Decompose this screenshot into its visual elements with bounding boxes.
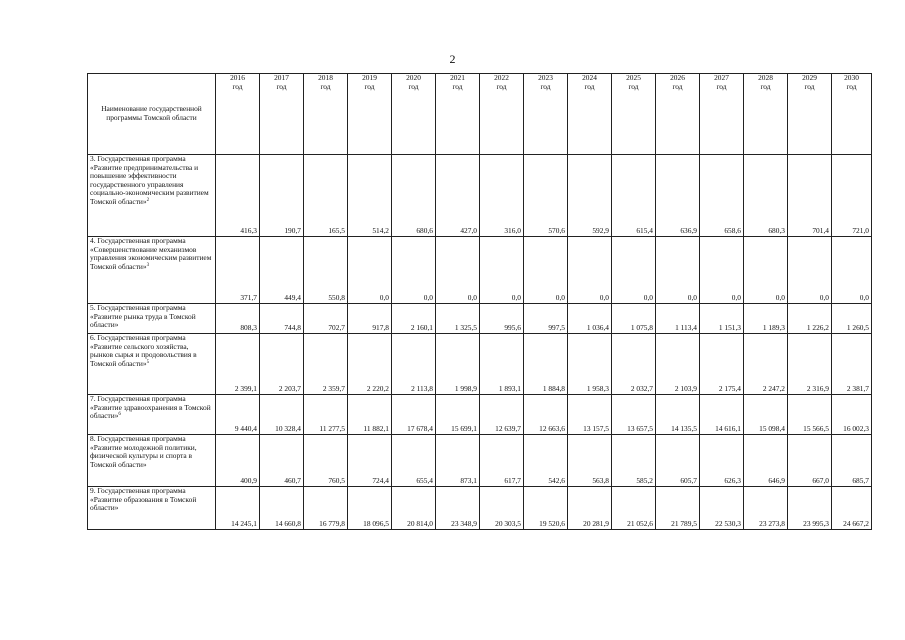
- year-suffix: год: [540, 81, 551, 91]
- page-number: 2: [449, 52, 456, 66]
- program-name: 8. Государственная программа «Развитие молодежной политики, физической культуры и спорта в Томской области»: [90, 434, 197, 469]
- program-name-cell: [88, 237, 216, 304]
- value-cell-2019: 724,4: [348, 435, 392, 487]
- year-label: 2025: [626, 73, 641, 82]
- year-label: 2020: [406, 73, 421, 82]
- value-cell-2029: 667,0: [788, 435, 832, 487]
- value-cell-2024: 20 281,9: [568, 487, 612, 530]
- value-cell-2025: 615,4: [612, 155, 656, 237]
- value-cell-2024: 1 036,4: [568, 304, 612, 334]
- table-body: [88, 155, 872, 530]
- value-cell-2027: 658,6: [700, 155, 744, 237]
- value-cell-2023: 542,6: [524, 435, 568, 487]
- value-cell-2027: 626,3: [700, 435, 744, 487]
- table-row: [88, 304, 872, 334]
- program-name-cell: [88, 334, 216, 395]
- value-cell-2028: 2 247,2: [744, 334, 788, 395]
- table-header-row: [88, 74, 872, 155]
- year-header-2030: [832, 74, 872, 155]
- year-header-2025: [612, 74, 656, 155]
- year-label: 2030: [844, 73, 859, 82]
- year-suffix: год: [496, 81, 507, 91]
- value-cell-2027: 0,0: [700, 237, 744, 304]
- year-header-2016: [216, 74, 260, 155]
- year-header-2029: [788, 74, 832, 155]
- value-cell-2019: 18 096,5: [348, 487, 392, 530]
- value-cell-2021: 1 325,5: [436, 304, 480, 334]
- table-row: [88, 237, 872, 304]
- year-suffix: год: [584, 81, 595, 91]
- value-cell-2026: 636,9: [656, 155, 700, 237]
- value-cell-2029: 701,4: [788, 155, 832, 237]
- value-cell-2017: 14 660,8: [260, 487, 304, 530]
- value-cell-2029: 15 566,5: [788, 395, 832, 435]
- program-name-cell: [88, 304, 216, 334]
- year-label: 2026: [670, 73, 685, 82]
- value-cell-2022: 316,0: [480, 155, 524, 237]
- footnote-mark: 3: [146, 262, 150, 268]
- value-cell-2030: 685,7: [832, 435, 872, 487]
- value-cell-2021: 23 348,9: [436, 487, 480, 530]
- value-cell-2026: 2 103,9: [656, 334, 700, 395]
- value-cell-2026: 21 789,5: [656, 487, 700, 530]
- table-row: [88, 487, 872, 530]
- program-name-cell: [88, 395, 216, 435]
- value-cell-2016: 371,7: [216, 237, 260, 304]
- value-cell-2021: 0,0: [436, 237, 480, 304]
- value-cell-2021: 873,1: [436, 435, 480, 487]
- value-cell-2025: 585,2: [612, 435, 656, 487]
- value-cell-2022: 12 639,7: [480, 395, 524, 435]
- programs-table: [87, 73, 872, 530]
- value-cell-2030: 2 381,7: [832, 334, 872, 395]
- value-cell-2030: 721,0: [832, 155, 872, 237]
- value-cell-2025: 2 032,7: [612, 334, 656, 395]
- value-cell-2018: 16 779,8: [304, 487, 348, 530]
- year-label: 2023: [538, 73, 553, 82]
- value-cell-2029: 1 226,2: [788, 304, 832, 334]
- value-cell-2029: 23 995,3: [788, 487, 832, 530]
- year-label: 2022: [494, 73, 509, 82]
- footnote-mark: 6: [118, 412, 121, 418]
- value-cell-2024: 0,0: [568, 237, 612, 304]
- value-cell-2030: 1 260,5: [832, 304, 872, 334]
- table-row: [88, 155, 872, 237]
- program-name-cell: [88, 487, 216, 530]
- year-suffix: год: [716, 81, 727, 91]
- value-cell-2017: 10 328,4: [260, 395, 304, 435]
- year-suffix: год: [408, 81, 419, 91]
- value-cell-2028: 646,9: [744, 435, 788, 487]
- value-cell-2020: 20 814,0: [392, 487, 436, 530]
- value-cell-2018: 760,5: [304, 435, 348, 487]
- year-header-2026: [656, 74, 700, 155]
- year-header-2021: [436, 74, 480, 155]
- value-cell-2025: 13 657,5: [612, 395, 656, 435]
- value-cell-2018: 702,7: [304, 304, 348, 334]
- value-cell-2020: 2 160,1: [392, 304, 436, 334]
- program-name-cell: [88, 155, 216, 237]
- value-cell-2018: 2 359,7: [304, 334, 348, 395]
- value-cell-2028: 1 189,3: [744, 304, 788, 334]
- value-cell-2024: 13 157,5: [568, 395, 612, 435]
- value-cell-2023: 12 663,6: [524, 395, 568, 435]
- value-cell-2019: 0,0: [348, 237, 392, 304]
- value-cell-2017: 2 203,7: [260, 334, 304, 395]
- value-cell-2019: 11 882,1: [348, 395, 392, 435]
- value-cell-2024: 592,9: [568, 155, 612, 237]
- value-cell-2030: 16 002,3: [832, 395, 872, 435]
- value-cell-2027: 1 151,3: [700, 304, 744, 334]
- table-row: [88, 395, 872, 435]
- program-name: 9. Государственная программа «Развитие образования в Томской области»: [90, 486, 197, 513]
- value-cell-2019: 514,2: [348, 155, 392, 237]
- year-label: 2027: [714, 73, 729, 82]
- program-name-cell: [88, 435, 216, 487]
- value-cell-2023: 1 884,8: [524, 334, 568, 395]
- value-cell-2024: 563,8: [568, 435, 612, 487]
- value-cell-2019: 2 220,2: [348, 334, 392, 395]
- year-label: 2029: [802, 73, 817, 82]
- year-header-2017: [260, 74, 304, 155]
- year-header-2024: [568, 74, 612, 155]
- value-cell-2023: 19 520,6: [524, 487, 568, 530]
- year-label: 2018: [318, 73, 333, 82]
- value-cell-2016: 9 440,4: [216, 395, 260, 435]
- year-header-2019: [348, 74, 392, 155]
- value-cell-2019: 917,8: [348, 304, 392, 334]
- value-cell-2017: 190,7: [260, 155, 304, 237]
- value-cell-2030: 0,0: [832, 237, 872, 304]
- year-header-2028: [744, 74, 788, 155]
- year-header-2023: [524, 74, 568, 155]
- value-cell-2022: 617,7: [480, 435, 524, 487]
- year-header-2022: [480, 74, 524, 155]
- footnote-mark: 2: [146, 197, 150, 203]
- value-cell-2018: 165,5: [304, 155, 348, 237]
- value-cell-2022: 1 893,1: [480, 334, 524, 395]
- value-cell-2024: 1 958,3: [568, 334, 612, 395]
- year-suffix: год: [628, 81, 639, 91]
- year-suffix: год: [672, 81, 683, 91]
- year-suffix: год: [320, 81, 331, 91]
- year-suffix: год: [364, 81, 375, 91]
- value-cell-2017: 460,7: [260, 435, 304, 487]
- value-cell-2016: 416,3: [216, 155, 260, 237]
- value-cell-2016: 2 399,1: [216, 334, 260, 395]
- value-cell-2028: 680,3: [744, 155, 788, 237]
- value-cell-2029: 0,0: [788, 237, 832, 304]
- value-cell-2023: 0,0: [524, 237, 568, 304]
- value-cell-2018: 11 277,5: [304, 395, 348, 435]
- value-cell-2018: 550,8: [304, 237, 348, 304]
- program-name: 6. Государственная программа «Развитие сельского хозяйства, рынков сырья и продовольствия в Томской области»: [90, 333, 197, 368]
- table-row: [88, 334, 872, 395]
- value-cell-2025: 0,0: [612, 237, 656, 304]
- value-cell-2022: 0,0: [480, 237, 524, 304]
- program-name: 7. Государственная программа «Развитие здравоохранения в Томской области»: [90, 394, 211, 421]
- value-cell-2026: 1 113,4: [656, 304, 700, 334]
- program-name: 4. Государственная программа «Совершенствование механизмов управления экономическим развитием Томской области»: [90, 236, 212, 271]
- value-cell-2030: 24 667,2: [832, 487, 872, 530]
- program-name: 5. Государственная программа «Развитие рынка труда в Томской области»: [90, 303, 196, 330]
- year-suffix: год: [760, 81, 771, 91]
- value-cell-2016: 808,3: [216, 304, 260, 334]
- year-suffix: год: [452, 81, 463, 91]
- year-label: 2017: [274, 73, 289, 82]
- value-cell-2029: 2 316,9: [788, 334, 832, 395]
- value-cell-2020: 2 113,8: [392, 334, 436, 395]
- value-cell-2016: 400,9: [216, 435, 260, 487]
- year-header-2018: [304, 74, 348, 155]
- value-cell-2020: 680,6: [392, 155, 436, 237]
- value-cell-2020: 17 678,4: [392, 395, 436, 435]
- year-suffix: год: [276, 81, 287, 91]
- year-label: 2024: [582, 73, 597, 82]
- value-cell-2025: 1 075,8: [612, 304, 656, 334]
- year-label: 2028: [758, 73, 773, 82]
- program-name-header: Наименование государственной программы Томской области: [88, 74, 216, 155]
- footnote-mark: 5: [146, 359, 150, 365]
- value-cell-2020: 655,4: [392, 435, 436, 487]
- year-label: 2019: [362, 73, 377, 82]
- value-cell-2028: 0,0: [744, 237, 788, 304]
- year-label: 2016: [230, 73, 245, 82]
- table-row: [88, 435, 872, 487]
- year-label: 2021: [450, 73, 465, 82]
- value-cell-2026: 0,0: [656, 237, 700, 304]
- year-suffix: год: [804, 81, 815, 91]
- value-cell-2022: 20 303,5: [480, 487, 524, 530]
- value-cell-2026: 605,7: [656, 435, 700, 487]
- program-name: 3. Государственная программа «Развитие предпринимательства и повышение эффективности государственного управления социально-экономическим развитием Томской области»: [90, 154, 209, 206]
- year-suffix: год: [232, 81, 243, 91]
- value-cell-2027: 14 616,1: [700, 395, 744, 435]
- value-cell-2028: 15 098,4: [744, 395, 788, 435]
- value-cell-2021: 15 699,1: [436, 395, 480, 435]
- value-cell-2028: 23 273,8: [744, 487, 788, 530]
- value-cell-2027: 22 530,3: [700, 487, 744, 530]
- value-cell-2017: 744,8: [260, 304, 304, 334]
- value-cell-2021: 427,0: [436, 155, 480, 237]
- value-cell-2027: 2 175,4: [700, 334, 744, 395]
- value-cell-2021: 1 998,9: [436, 334, 480, 395]
- value-cell-2023: 997,5: [524, 304, 568, 334]
- value-cell-2025: 21 052,6: [612, 487, 656, 530]
- value-cell-2026: 14 135,5: [656, 395, 700, 435]
- value-cell-2017: 449,4: [260, 237, 304, 304]
- value-cell-2016: 14 245,1: [216, 487, 260, 530]
- year-header-2027: [700, 74, 744, 155]
- value-cell-2023: 570,6: [524, 155, 568, 237]
- year-suffix: год: [846, 81, 857, 91]
- value-cell-2022: 995,6: [480, 304, 524, 334]
- value-cell-2020: 0,0: [392, 237, 436, 304]
- year-header-2020: [392, 74, 436, 155]
